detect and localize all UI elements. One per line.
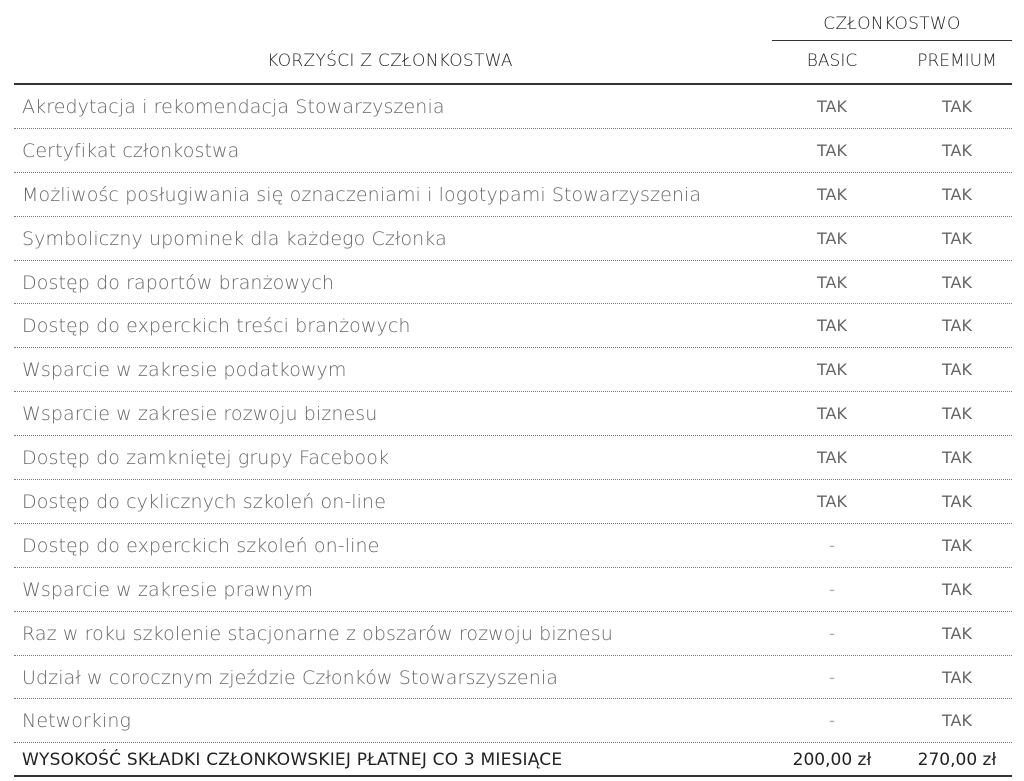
premium-value: TAK [942, 272, 972, 292]
footer-divider [14, 775, 1012, 777]
benefit-label: Dostęp do zamkniętej grupy Facebook [22, 447, 390, 470]
table-row [14, 568, 1012, 612]
table-row [14, 129, 1012, 173]
benefit-label: Dostęp do raportów branżowych [22, 271, 335, 294]
benefit-label: Udział w corocznym zjeździe Członków Stowarszyszenia [22, 666, 558, 689]
basic-value: TAK [817, 448, 847, 468]
premium-value: TAK [942, 404, 972, 424]
premium-value: TAK [942, 492, 972, 512]
basic-value: TAK [817, 404, 847, 424]
benefit-label: Dostęp do experckich szkoleń on-line [22, 534, 380, 557]
premium-value: TAK [942, 535, 972, 555]
table-row [14, 217, 1012, 261]
basic-value: - [829, 711, 835, 731]
premium-value: TAK [942, 184, 972, 204]
benefit-label: Certyfikat członkostwa [22, 139, 240, 162]
basic-value: - [829, 579, 835, 599]
basic-value: TAK [817, 184, 847, 204]
basic-value: TAK [817, 140, 847, 160]
benefit-rows [14, 85, 1012, 743]
benefit-label: Akredytacja i rekomendacja Stowarzyszenia [22, 96, 445, 118]
premium-value: TAK [942, 667, 972, 687]
premium-fee: 270,00 zł [917, 750, 997, 770]
premium-value: TAK [942, 316, 972, 336]
benefit-label: Dostęp do experckich treści branżowych [22, 315, 411, 338]
basic-value: TAK [817, 97, 847, 116]
benefit-label: Wsparcie w zakresie rozwoju biznesu [22, 403, 378, 426]
basic-value: TAK [817, 492, 847, 512]
premium-value: TAK [942, 228, 972, 248]
table-row [14, 304, 1012, 348]
table-row [14, 612, 1012, 656]
table-row [14, 348, 1012, 392]
premium-value: TAK [942, 97, 972, 116]
benefit-label: Symboliczny upominek dla każdego Członka [22, 227, 447, 250]
benefit-label: Networking [22, 710, 132, 733]
table-row [14, 173, 1012, 217]
premium-value: TAK [942, 579, 972, 599]
basic-value: - [829, 535, 835, 555]
basic-value: TAK [817, 360, 847, 380]
table-row [14, 699, 1012, 743]
group-header-underline [772, 40, 1012, 41]
basic-value: - [829, 667, 835, 687]
benefit-label: Raz w roku szkolenie stacjonarne z obszarów rozwoju biznesu [22, 622, 613, 645]
basic-value: TAK [817, 228, 847, 248]
benefits-column-header: KORZYŚCI Z CZŁONKOSTWA [267, 51, 513, 71]
premium-column-header: PREMIUM [917, 51, 997, 71]
table-row [14, 85, 1012, 129]
basic-value: TAK [817, 272, 847, 292]
table-row [14, 436, 1012, 480]
benefit-label: Wsparcie w zakresie prawnym [22, 578, 313, 601]
table-row [14, 261, 1012, 305]
premium-value: TAK [942, 448, 972, 468]
basic-value: - [829, 623, 835, 643]
premium-value: TAK [942, 711, 972, 731]
premium-value: TAK [942, 623, 972, 643]
table-row [14, 524, 1012, 568]
membership-group-header: CZŁONKOSTWO [823, 14, 961, 34]
fee-label: WYSOKOŚĆ SKŁADKI CZŁONKOWSKIEJ PŁATNEJ CO 3 MIESIĄCE [22, 750, 563, 770]
premium-value: TAK [942, 360, 972, 380]
fee-row [14, 744, 1012, 778]
benefit-label: Możliwośc posługiwania się oznaczeniami i logotypami Stowarzyszenia [22, 183, 702, 206]
basic-value: TAK [817, 316, 847, 336]
benefit-label: Dostęp do cyklicznych szkoleń on-line [22, 491, 386, 514]
table-row [14, 480, 1012, 524]
basic-column-header: BASIC [806, 51, 858, 71]
premium-value: TAK [942, 140, 972, 160]
benefit-label: Wsparcie w zakresie podatkowym [22, 359, 347, 382]
table-row [14, 392, 1012, 436]
basic-fee: 200,00 zł [792, 750, 872, 770]
table-row [14, 656, 1012, 700]
